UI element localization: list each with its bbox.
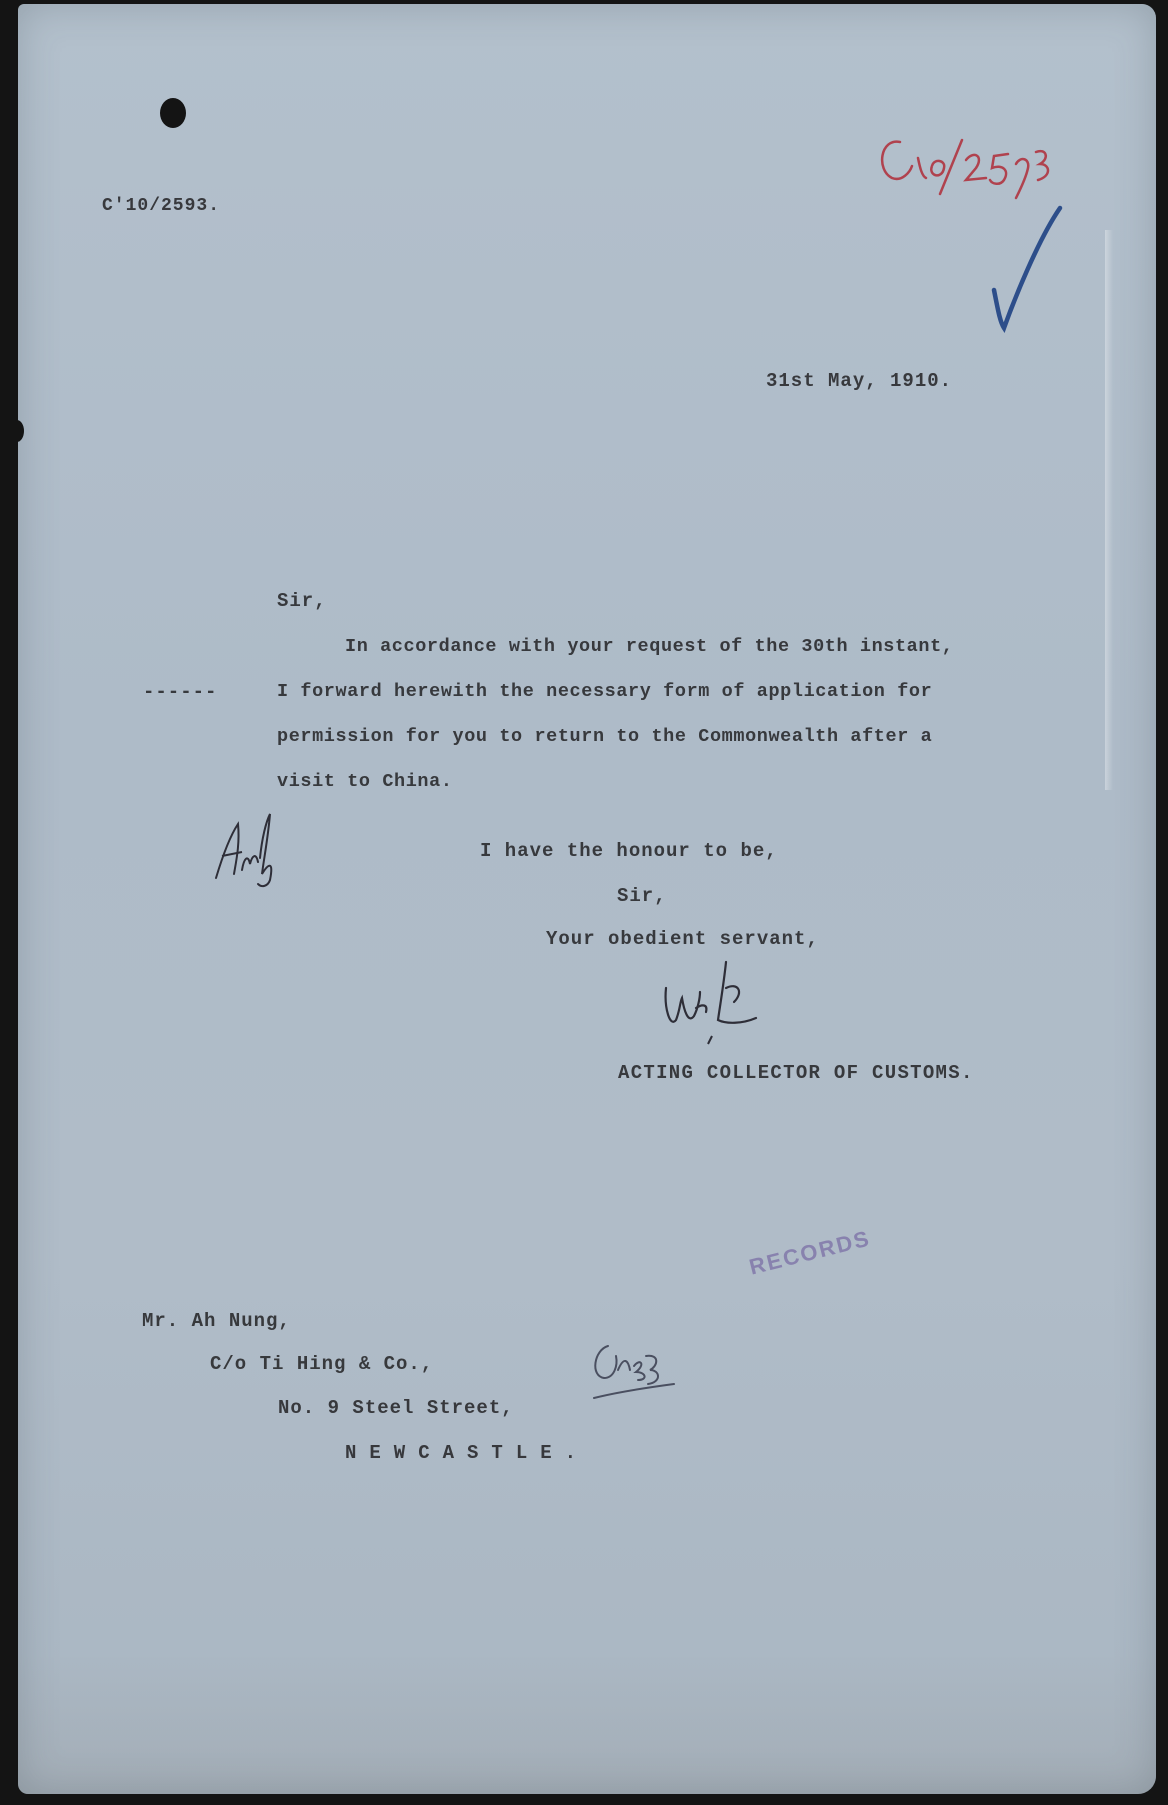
- handwritten-red-reference: [870, 120, 1070, 200]
- closing-sir: Sir,: [617, 885, 667, 907]
- addressee-street: No. 9 Steel Street,: [278, 1397, 514, 1419]
- body-line-4: visit to China.: [277, 771, 453, 792]
- records-stamp: RECORDS: [746, 1225, 874, 1280]
- signatory-title: ACTING COLLECTOR OF CUSTOMS.: [618, 1062, 974, 1084]
- body-line-1: In accordance with your request of the 30th instant,: [345, 636, 954, 657]
- salutation: Sir,: [277, 590, 327, 612]
- addressee-city: NEWCASTLE.: [345, 1442, 590, 1464]
- punch-hole: [160, 98, 186, 128]
- addressee-care-of: C/o Ti Hing & Co.,: [210, 1353, 434, 1375]
- bottom-initials: [588, 1336, 678, 1406]
- addressee-name: Mr. Ah Nung,: [142, 1310, 291, 1332]
- letter-date: 31st May, 1910.: [766, 370, 953, 392]
- paper-sheet: [18, 4, 1156, 1794]
- closing-servant: Your obedient servant,: [546, 928, 819, 950]
- closing-line: I have the honour to be,: [480, 840, 778, 862]
- body-line-3: permission for you to return to the Commonwealth after a: [277, 726, 933, 747]
- paper-edge-fold: [1105, 230, 1113, 790]
- margin-dashes: ------: [143, 681, 218, 703]
- blue-check-mark: [990, 200, 1070, 340]
- margin-initials: [208, 808, 278, 888]
- signature: [656, 958, 776, 1048]
- file-reference: C'10/2593.: [102, 196, 221, 216]
- torn-edge-notch: [10, 420, 24, 442]
- body-line-2: I forward herewith the necessary form of application for: [277, 681, 933, 702]
